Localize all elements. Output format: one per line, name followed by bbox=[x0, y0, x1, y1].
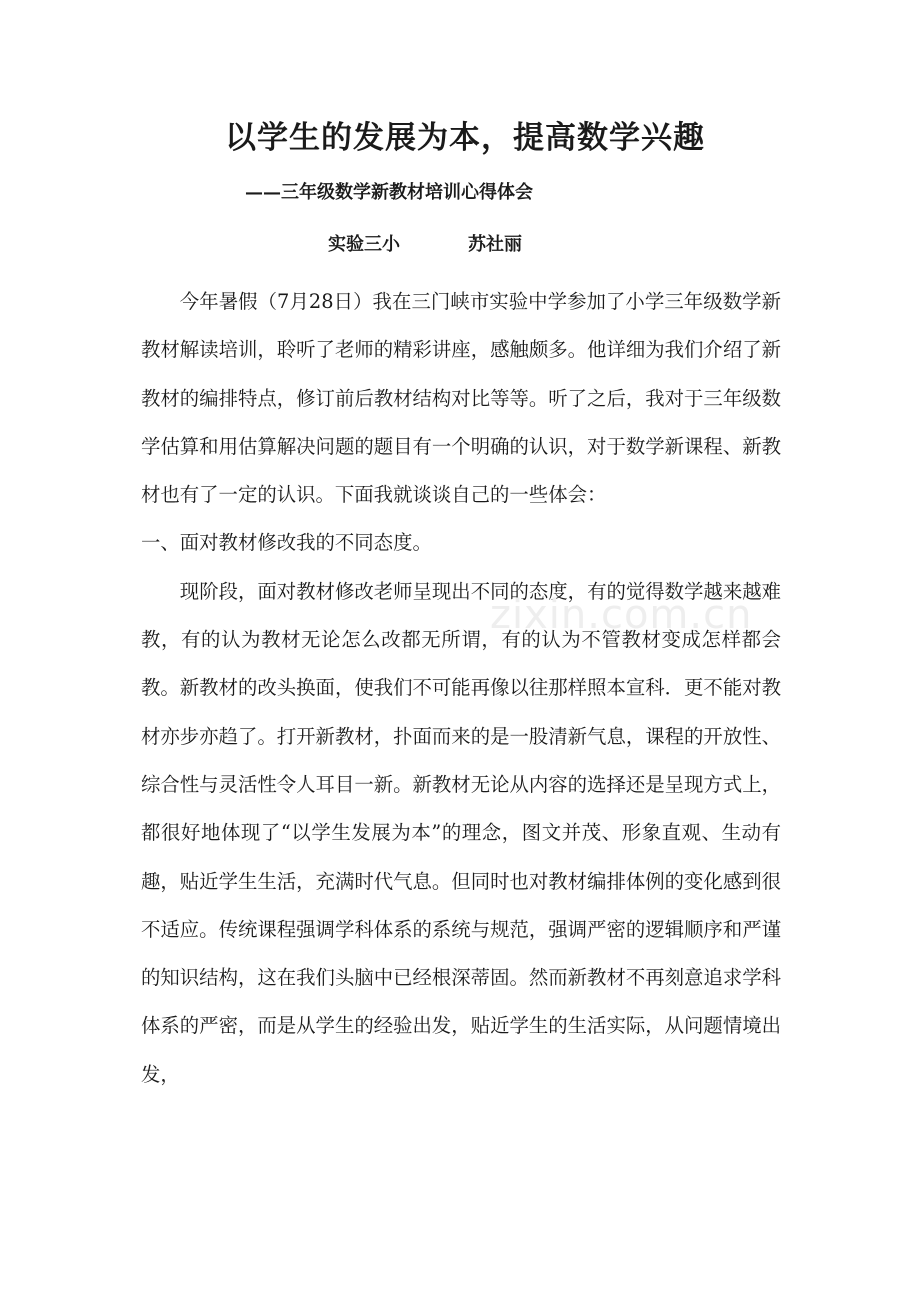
byline bbox=[328, 230, 522, 256]
section-heading-1: 一、面对教材修改我的不同态度。 bbox=[141, 531, 432, 555]
paragraph-intro: 今年暑假（7月28日）我在三门峡市实验中学参加了小学三年级数学新教材解读培训，聆听了老师的精彩讲座，感触颇多。他详细为我们介绍了新教材的编排特点，修订前后教材结构对比等等。听了之后，我对于三年级数学估算和用估算解决问题的题目有一个明确的认识，对于数学新课程、新教材也有了一定的认识。下面我就谈谈自己的一些体会： bbox=[141, 290, 781, 507]
document-title: 以学生的发展为本，提高数学兴趣 bbox=[225, 120, 705, 156]
document-subtitle: ——三年级数学新教材培训心得体会 bbox=[245, 182, 533, 203]
watermark: zixin.com.cn bbox=[490, 592, 753, 638]
document-body bbox=[141, 278, 781, 1099]
paragraph-section-1: 现阶段，面对教材修改老师呈现出不同的态度，有的觉得数学越来越难教，有的认为教材无论怎么改都无所谓，有的认为不管教材变成怎样都会教。新教材的改头换面，使我们不可能再像以往那样照本宣科．更不能对教材亦步亦趋了。打开新教材，扑面而来的是一股清新气息，课程的开放性、综合性与灵活性令人耳目一新。新教材无论从内容的选择还是呈现方式上，都很好地体现了“以学生发展为本”的理念，图文并茂、形象直观、生动有趣，贴近学生生活，充满时代气息。但同时也对教材编排体例的变化感到很不适应。传统课程强调学科体系的系统与规范，强调严密的逻辑顺序和严谨的知识结构，这在我们头脑中已经根深蒂固。然而新教材不再刻意追求学科体系的严密，而是从学生的经验出发，贴近学生的生活实际，从问题情境出发， bbox=[141, 579, 781, 1086]
byline-school: 实验三小 bbox=[328, 234, 400, 255]
byline-author: 苏社丽 bbox=[468, 234, 522, 255]
